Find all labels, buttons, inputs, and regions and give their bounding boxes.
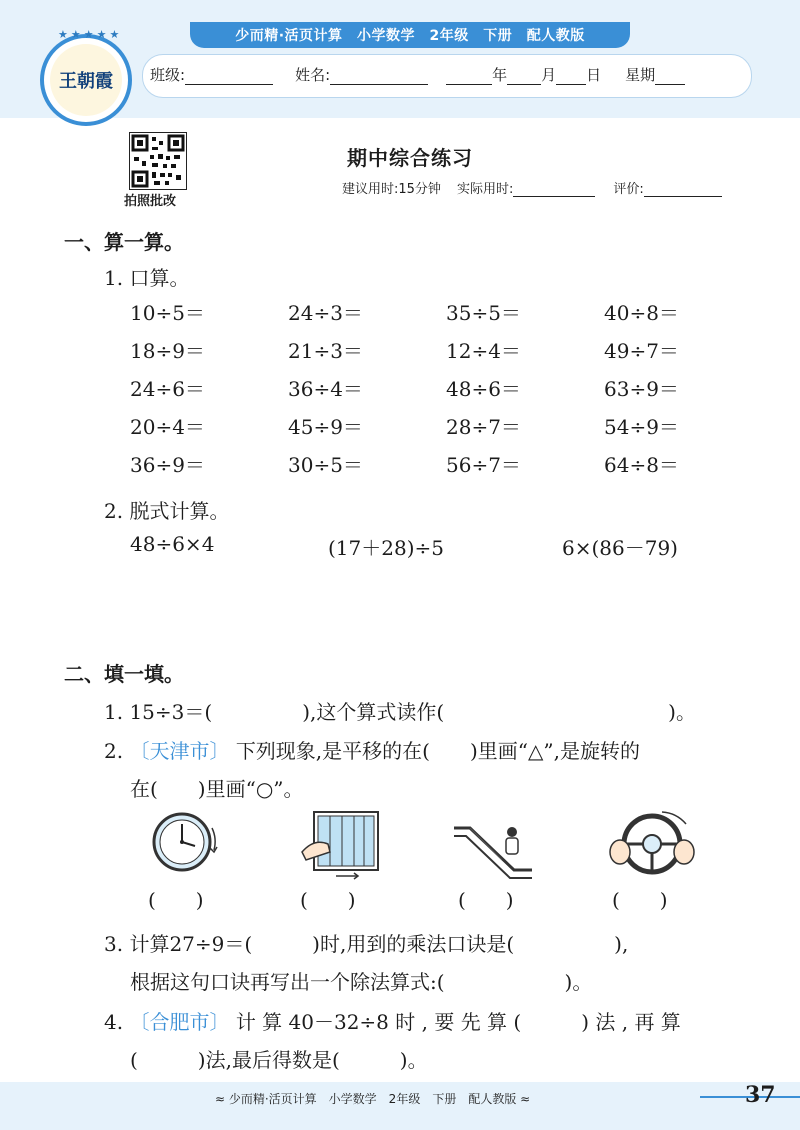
oral-item[interactable]: 64÷8＝ [604,453,679,477]
logo-text: 王朝霞 [59,71,113,92]
fill-q1-mid: ),这个算式读作( [302,700,445,724]
oral-item[interactable]: 10÷5＝ [130,301,205,325]
oral-item[interactable]: 30÷5＝ [288,453,363,477]
oral-row [130,297,762,335]
oral-item[interactable]: 63÷9＝ [604,377,679,401]
series-title: 少而精·活页计算 小学数学 2年级 下册 配人教版 [190,22,630,48]
oral-row [130,335,762,373]
oral-item[interactable]: 35÷5＝ [446,301,521,325]
exam-meta [342,178,722,197]
actual-time-label: 实际用时: [456,182,514,197]
oral-item[interactable]: 21÷3＝ [288,339,363,363]
fill-q1-prefix: 1. 15÷3＝( [104,700,213,724]
oral-item[interactable]: 49÷7＝ [604,339,679,363]
brand-logo [40,28,132,126]
rating-field[interactable] [644,182,722,197]
escalator-icon [450,812,536,882]
oral-item[interactable]: 45÷9＝ [288,415,363,439]
oral-item[interactable]: 54÷9＝ [604,415,679,439]
steering-wheel-icon [606,808,698,880]
exam-title: 期中综合练习 [347,146,473,170]
day-field[interactable] [556,66,586,85]
section1-heading: 一、算一算。 [64,230,184,254]
month-label: 月 [541,66,557,84]
footer-text: ≈ 少而精·活页计算 小学数学 2年级 下册 配人教版 ≈ [215,1092,531,1106]
fill-q2-answer-1[interactable]: ( ) [148,888,204,912]
fill-q2-line2: 在( )里画“○”。 [130,777,304,801]
expression-3[interactable]: 6×(86－79) [562,536,678,560]
fill-q4-num: 4. [104,1010,124,1034]
oral-item[interactable]: 36÷4＝ [288,377,363,401]
clock-icon [150,810,224,874]
oral-item[interactable]: 28÷7＝ [446,415,521,439]
oral-item[interactable]: 36÷9＝ [130,453,205,477]
fill-q2-num: 2. [104,739,124,763]
oral-item[interactable]: 56÷7＝ [446,453,521,477]
qr-code[interactable] [129,132,187,190]
oral-row [130,373,762,411]
fill-q2-answer-3[interactable]: ( ) [458,888,514,912]
fill-q4-region-tag: 〔合肥市〕 [129,1010,230,1034]
day-label: 日 [586,66,602,84]
student-info-row [150,64,685,85]
fill-q2-line1 [104,735,640,764]
expression-2[interactable]: (17＋28)÷5 [328,536,444,560]
month-field[interactable] [507,66,541,85]
fill-q4-text-1: 计 算 40－32÷8 时 , 要 先 算 ( ) 法 , 再 算 [235,1010,681,1034]
oral-item[interactable]: 40÷8＝ [604,301,679,325]
fill-q2-text-1: 下列现象,是平移的在( )里画“△”,是旋转的 [235,739,640,763]
oral-item[interactable]: 24÷6＝ [130,377,205,401]
oral-row [130,449,762,487]
oral-item[interactable]: 18÷9＝ [130,339,205,363]
oral-item[interactable]: 20÷4＝ [130,415,205,439]
q1-label: 1. 口算。 [104,266,190,290]
oral-calc-grid [130,297,762,487]
logo-stars: ★★★★★ [58,28,123,41]
window-slide-icon [300,808,386,880]
oral-item[interactable]: 48÷6＝ [446,377,521,401]
year-field[interactable] [446,66,492,85]
fill-q1 [104,696,696,725]
rating-label: 评价: [613,182,644,197]
oral-item[interactable]: 12÷4＝ [446,339,521,363]
fill-q1-blank-1[interactable] [212,696,302,725]
section2-heading: 二、填一填。 [64,662,184,686]
class-label: 班级: [150,66,186,84]
fill-q1-blank-2[interactable] [444,696,668,725]
oral-item[interactable]: 24÷3＝ [288,301,363,325]
fill-q1-suffix: )。 [668,700,696,724]
oral-row [130,411,762,449]
fill-q2-region-tag: 〔天津市〕 [129,739,230,763]
weekday-label: 星期 [625,66,656,84]
name-label: 姓名: [295,66,331,84]
weekday-field[interactable] [655,66,685,85]
class-field[interactable] [185,66,273,85]
fill-q4-line1 [104,1006,681,1035]
page-number: 37 [745,1082,776,1108]
fill-q3-line2: 根据这句口诀再写出一个除法算式:( )。 [130,970,593,994]
fill-q4-line2: ( )法,最后得数是( )。 [130,1048,428,1072]
fill-q3-line1: 3. 计算27÷9＝( )时,用到的乘法口诀是( ), [104,932,629,956]
expression-1[interactable]: 48÷6×4 [130,532,215,556]
actual-time-field[interactable] [513,182,595,197]
suggested-time: 建议用时:15分钟 [342,182,441,197]
q2-label: 2. 脱式计算。 [104,499,230,523]
name-field[interactable] [330,66,428,85]
fill-q2-answer-4[interactable]: ( ) [612,888,668,912]
qr-label: 拍照批改 [124,194,177,209]
fill-q2-answer-2[interactable]: ( ) [300,888,356,912]
year-label: 年 [492,66,508,84]
